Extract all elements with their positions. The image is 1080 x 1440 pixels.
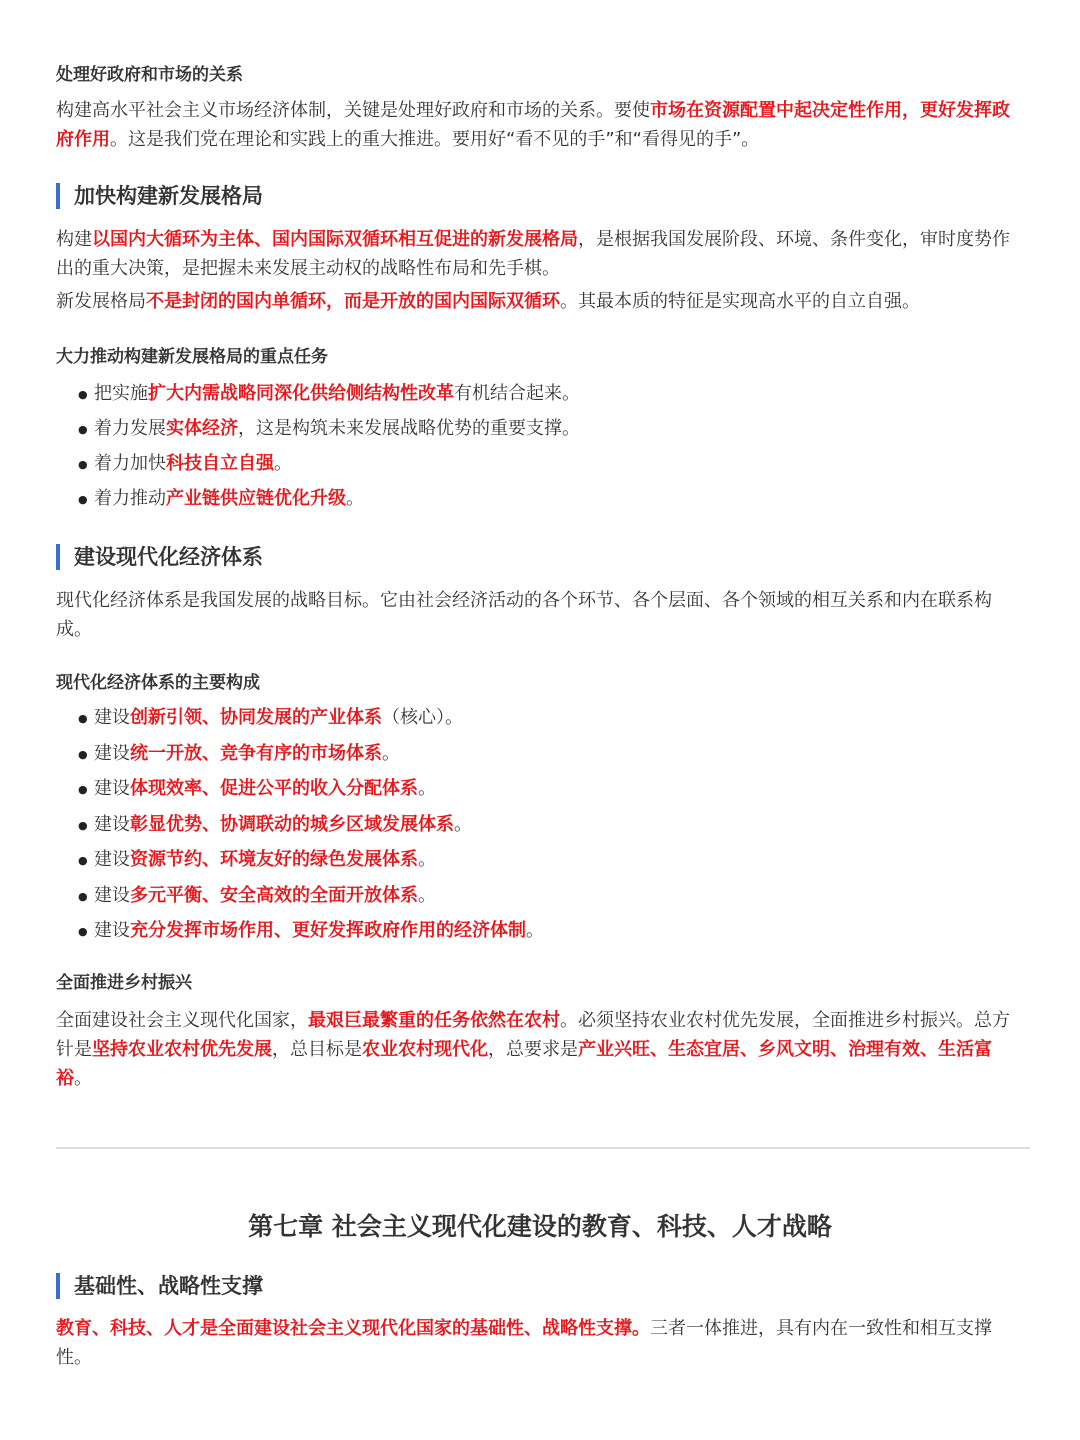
components-list — [56, 707, 1026, 956]
subheading-key-tasks: 大力推动构建新发展格局的重点任务 — [56, 347, 328, 367]
text-run: 把实施 — [94, 383, 148, 404]
text-run: 着力加快 — [94, 453, 166, 474]
list-item — [56, 849, 1026, 885]
text-run: 。 — [418, 884, 436, 906]
list-item — [56, 707, 1026, 743]
paragraph — [56, 287, 1026, 316]
paragraph — [56, 1314, 1026, 1372]
section-heading-gov-market: 处理好政府和市场的关系 — [56, 65, 243, 85]
text-run: ，是根据我国发展阶段、环境、条件变化，审时度势作出的重大决策，是把握未来发展主动权的战略性布局和先手棋。 — [56, 229, 1010, 279]
highlight-text: 产业兴旺、生态宜居、乡风文明、治理有效、生活富裕 — [56, 1039, 992, 1089]
highlight-text: 统一开放、竞争有序的市场体系 — [130, 742, 382, 764]
rural-text — [56, 1006, 1026, 1097]
list-item — [56, 778, 1026, 814]
text-run: 。 — [74, 1068, 92, 1089]
text-run: 构建 — [56, 229, 92, 250]
highlight-text: 最艰巨最繁重的任务依然在农村 — [308, 1010, 560, 1031]
text-run: 。这是我们党在理论和实践上的重大推进。要用好“看不见的手”和“看得见的手”。 — [110, 129, 760, 150]
text-run: 。 — [454, 813, 472, 835]
text-run: 着力推动 — [94, 488, 166, 509]
text-run: 。 — [274, 453, 292, 474]
text-run: （核心）。 — [382, 707, 463, 728]
text-run: 建设 — [94, 778, 130, 799]
highlight-text: 产业链供应链优化升级 — [166, 488, 346, 509]
subheading-main-components: 现代化经济体系的主要构成 — [56, 673, 260, 693]
highlight-text: 创新引领、协同发展的产业体系 — [130, 707, 382, 728]
text-run: 全面建设社会主义现代化国家， — [56, 1010, 308, 1031]
text-run: 三者一体推进，具有内在一致性和相互支撑性。 — [56, 1318, 992, 1368]
paragraph — [56, 225, 1026, 283]
components-list-wrap — [56, 707, 1026, 956]
highlight-text: 坚持农业农村优先发展 — [92, 1039, 272, 1060]
highlight-text: 市场在资源配置中起决定性作用，更好发挥政府作用 — [56, 100, 1010, 150]
text-run: 建设 — [94, 920, 130, 941]
section-heading-rural: 全面推进乡村振兴 — [56, 973, 192, 993]
text-run: 建设 — [94, 707, 130, 728]
text-run: 建设 — [94, 849, 130, 870]
section-title-support: 基础性、战略性支撑 — [56, 1273, 1044, 1299]
text-run: 建设 — [94, 742, 130, 764]
new-pattern-text — [56, 225, 1026, 320]
chapter-title: 第七章 社会主义现代化建设的教育、科技、人才战略 — [248, 1212, 832, 1241]
highlight-text: 以国内大循环为主体、国内国际双循环相互促进的新发展格局 — [92, 229, 578, 250]
key-tasks-list-wrap — [56, 383, 1026, 523]
text-run: 有机结合起来。 — [454, 383, 580, 404]
text-run: 。 — [382, 742, 400, 764]
section-title-new-pattern: 加快构建新发展格局 — [56, 183, 1044, 209]
modern-economy-text — [56, 586, 1026, 648]
list-item — [56, 418, 1026, 453]
list-item — [56, 453, 1026, 488]
paragraph — [56, 96, 1026, 154]
section-title-modern-economy: 建设现代化经济体系 — [56, 544, 1044, 570]
highlight-text: 教育、科技、人才是全面建设社会主义现代化国家的基础性、战略性支撑。 — [56, 1318, 650, 1339]
highlight-text: 实体经济 — [166, 418, 238, 439]
paragraph — [56, 586, 1026, 644]
text-run: ，总目标是 — [272, 1039, 362, 1060]
highlight-text: 体现效率、促进公平的收入分配体系 — [130, 778, 418, 799]
text-run: 建设 — [94, 813, 130, 835]
text-run: 。 — [418, 849, 436, 870]
highlight-text: 彰显优势、协调联动的城乡区域发展体系 — [130, 813, 454, 835]
highlight-text: 扩大内需战略同深化供给侧结构性改革 — [148, 383, 454, 404]
highlight-text: 不是封闭的国内单循环，而是开放的国内国际双循环 — [146, 291, 560, 312]
text-run: ，这是构筑未来发展战略优势的重要支撑。 — [238, 418, 580, 439]
list-item — [56, 383, 1026, 418]
divider — [56, 1147, 1030, 1149]
text-run: ，总要求是 — [488, 1039, 578, 1060]
list-item — [56, 920, 1026, 956]
text-run: 。必须坚持农业农村优先发展，全面推进乡村振兴。总方针是 — [56, 1010, 1010, 1060]
text-run: 构建高水平社会主义市场经济体制，关键是处理好政府和市场的关系。要使 — [56, 100, 650, 121]
text-run: 现代化经济体系是我国发展的战略目标。它由社会经济活动的各个环节、各个层面、各个领域的相互关系和内在联系构成。 — [56, 590, 992, 640]
highlight-text: 资源节约、环境友好的绿色发展体系 — [130, 849, 418, 870]
text-run: 。 — [346, 488, 364, 509]
gov-market-text — [56, 96, 1026, 158]
text-run: 建设 — [94, 884, 130, 906]
highlight-text: 多元平衡、安全高效的全面开放体系 — [130, 884, 418, 906]
key-tasks-list — [56, 383, 1026, 523]
highlight-text: 科技自立自强 — [166, 453, 274, 474]
list-item — [56, 814, 1026, 850]
text-run: 新发展格局 — [56, 291, 146, 312]
paragraph — [56, 1006, 1026, 1093]
highlight-text: 农业农村现代化 — [362, 1039, 488, 1060]
list-item — [56, 743, 1026, 779]
text-run: 。 — [526, 920, 544, 941]
text-run: 。 — [418, 778, 436, 799]
text-run: 着力发展 — [94, 418, 166, 439]
support-text — [56, 1314, 1026, 1376]
highlight-text: 充分发挥市场作用、更好发挥政府作用的经济体制 — [130, 920, 526, 941]
list-item — [56, 885, 1026, 921]
text-run: 。其最本质的特征是实现高水平的自立自强。 — [560, 291, 920, 312]
list-item — [56, 488, 1026, 523]
